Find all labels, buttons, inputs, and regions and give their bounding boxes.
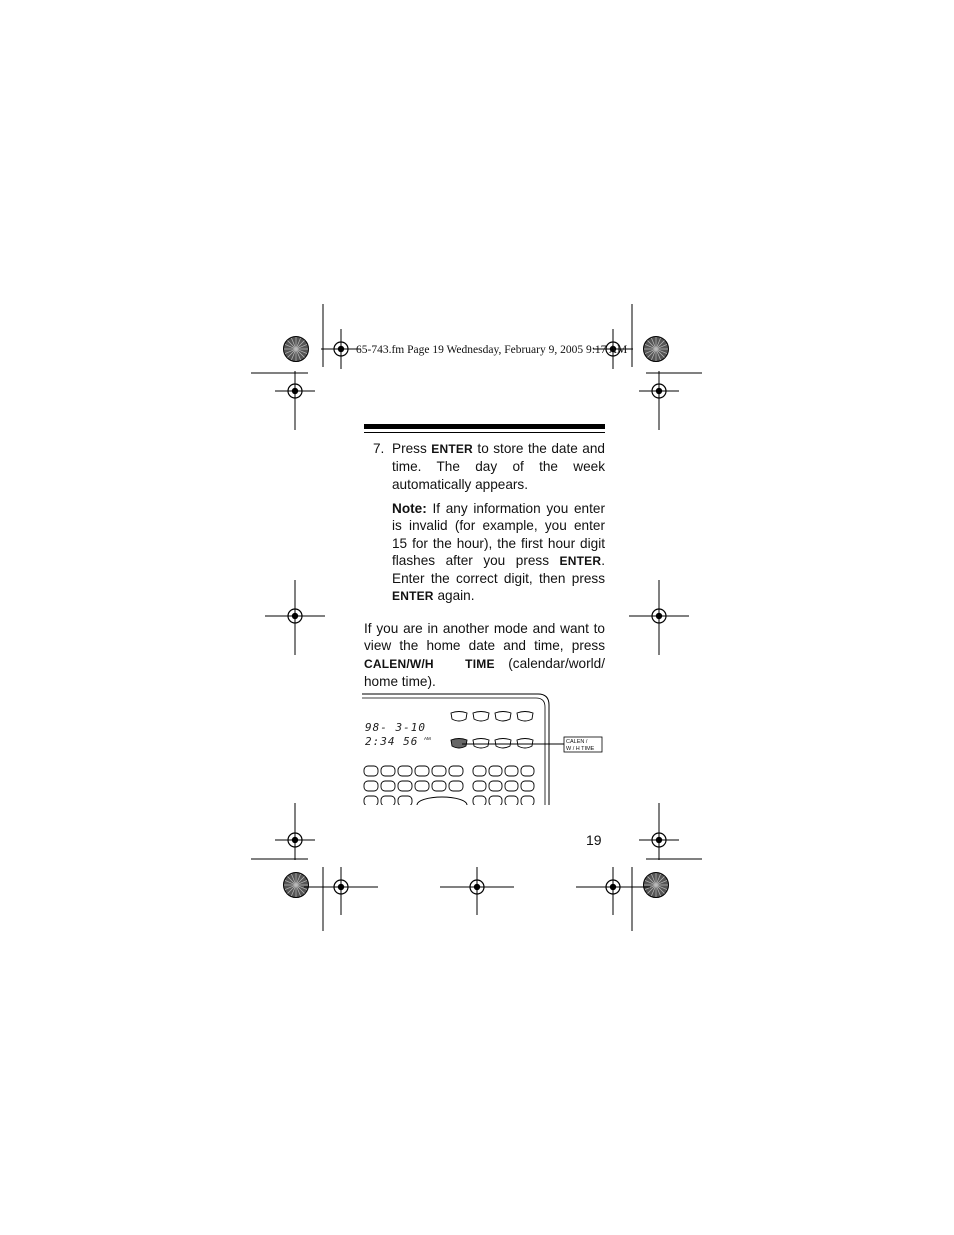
starburst-mark xyxy=(644,873,669,898)
step-7 xyxy=(373,440,605,493)
function-key[interactable] xyxy=(517,712,533,722)
home-time-paragraph xyxy=(364,620,605,690)
lcd-time: 2:34 56 xyxy=(365,735,419,748)
page-number: 19 xyxy=(586,832,602,848)
note-text: again. xyxy=(433,588,475,604)
callout-label-line1: CALEN / xyxy=(566,739,588,745)
file-header-line: 65-743.fm Page 19 Wednesday, February 9, 2005 9:17 AM xyxy=(356,344,628,356)
function-key[interactable] xyxy=(495,712,511,722)
starburst-mark xyxy=(284,337,309,362)
function-key[interactable] xyxy=(451,712,467,722)
starburst-mark xyxy=(644,337,669,362)
note-block xyxy=(392,500,605,606)
note-label: Note: xyxy=(392,501,427,516)
enter-key-label: ENTER xyxy=(392,589,434,604)
note-text: If any information you enter is invalid (for example, you enter 15 for the hour), the first hour digit flashes after you press xyxy=(392,501,605,568)
lcd-date: 98- 3-10 xyxy=(365,721,426,734)
function-key[interactable] xyxy=(473,739,489,749)
callout-label-line2: W / H TIME xyxy=(566,746,595,752)
function-key[interactable] xyxy=(495,739,511,749)
function-key[interactable] xyxy=(517,739,533,749)
enter-key-label: ENTER xyxy=(431,442,473,456)
crosshair-mark xyxy=(275,820,315,860)
crosshair-mark xyxy=(639,820,679,860)
crosshair-mark xyxy=(639,371,679,411)
keyboard xyxy=(364,766,534,805)
step-body xyxy=(392,440,605,493)
step-number: 7. xyxy=(373,441,385,456)
starburst-mark xyxy=(284,873,309,898)
step-text: Press xyxy=(392,441,432,456)
step-text: to store the date and time. The day of the week automatically appears. xyxy=(392,441,605,492)
section-rule-thick xyxy=(364,424,605,429)
paragraph-text: (calendar/world/ home time). xyxy=(364,655,605,689)
crosshair-mark xyxy=(275,371,315,411)
lcd-ampm: AM xyxy=(424,736,431,741)
section-rule-thin xyxy=(364,432,605,433)
paragraph-text: If you are in another mode and want to view the home date and time, press xyxy=(364,621,605,654)
note-text: . Enter the correct digit, then press xyxy=(392,552,605,587)
enter-key-label: ENTER xyxy=(559,553,602,568)
calen-key-label: CALEN/W/H TIME xyxy=(364,656,495,671)
calen-wh-time-key[interactable] xyxy=(451,739,467,749)
crosshair-mark xyxy=(321,329,361,369)
function-key[interactable] xyxy=(473,712,489,722)
device-illustration xyxy=(362,693,607,805)
